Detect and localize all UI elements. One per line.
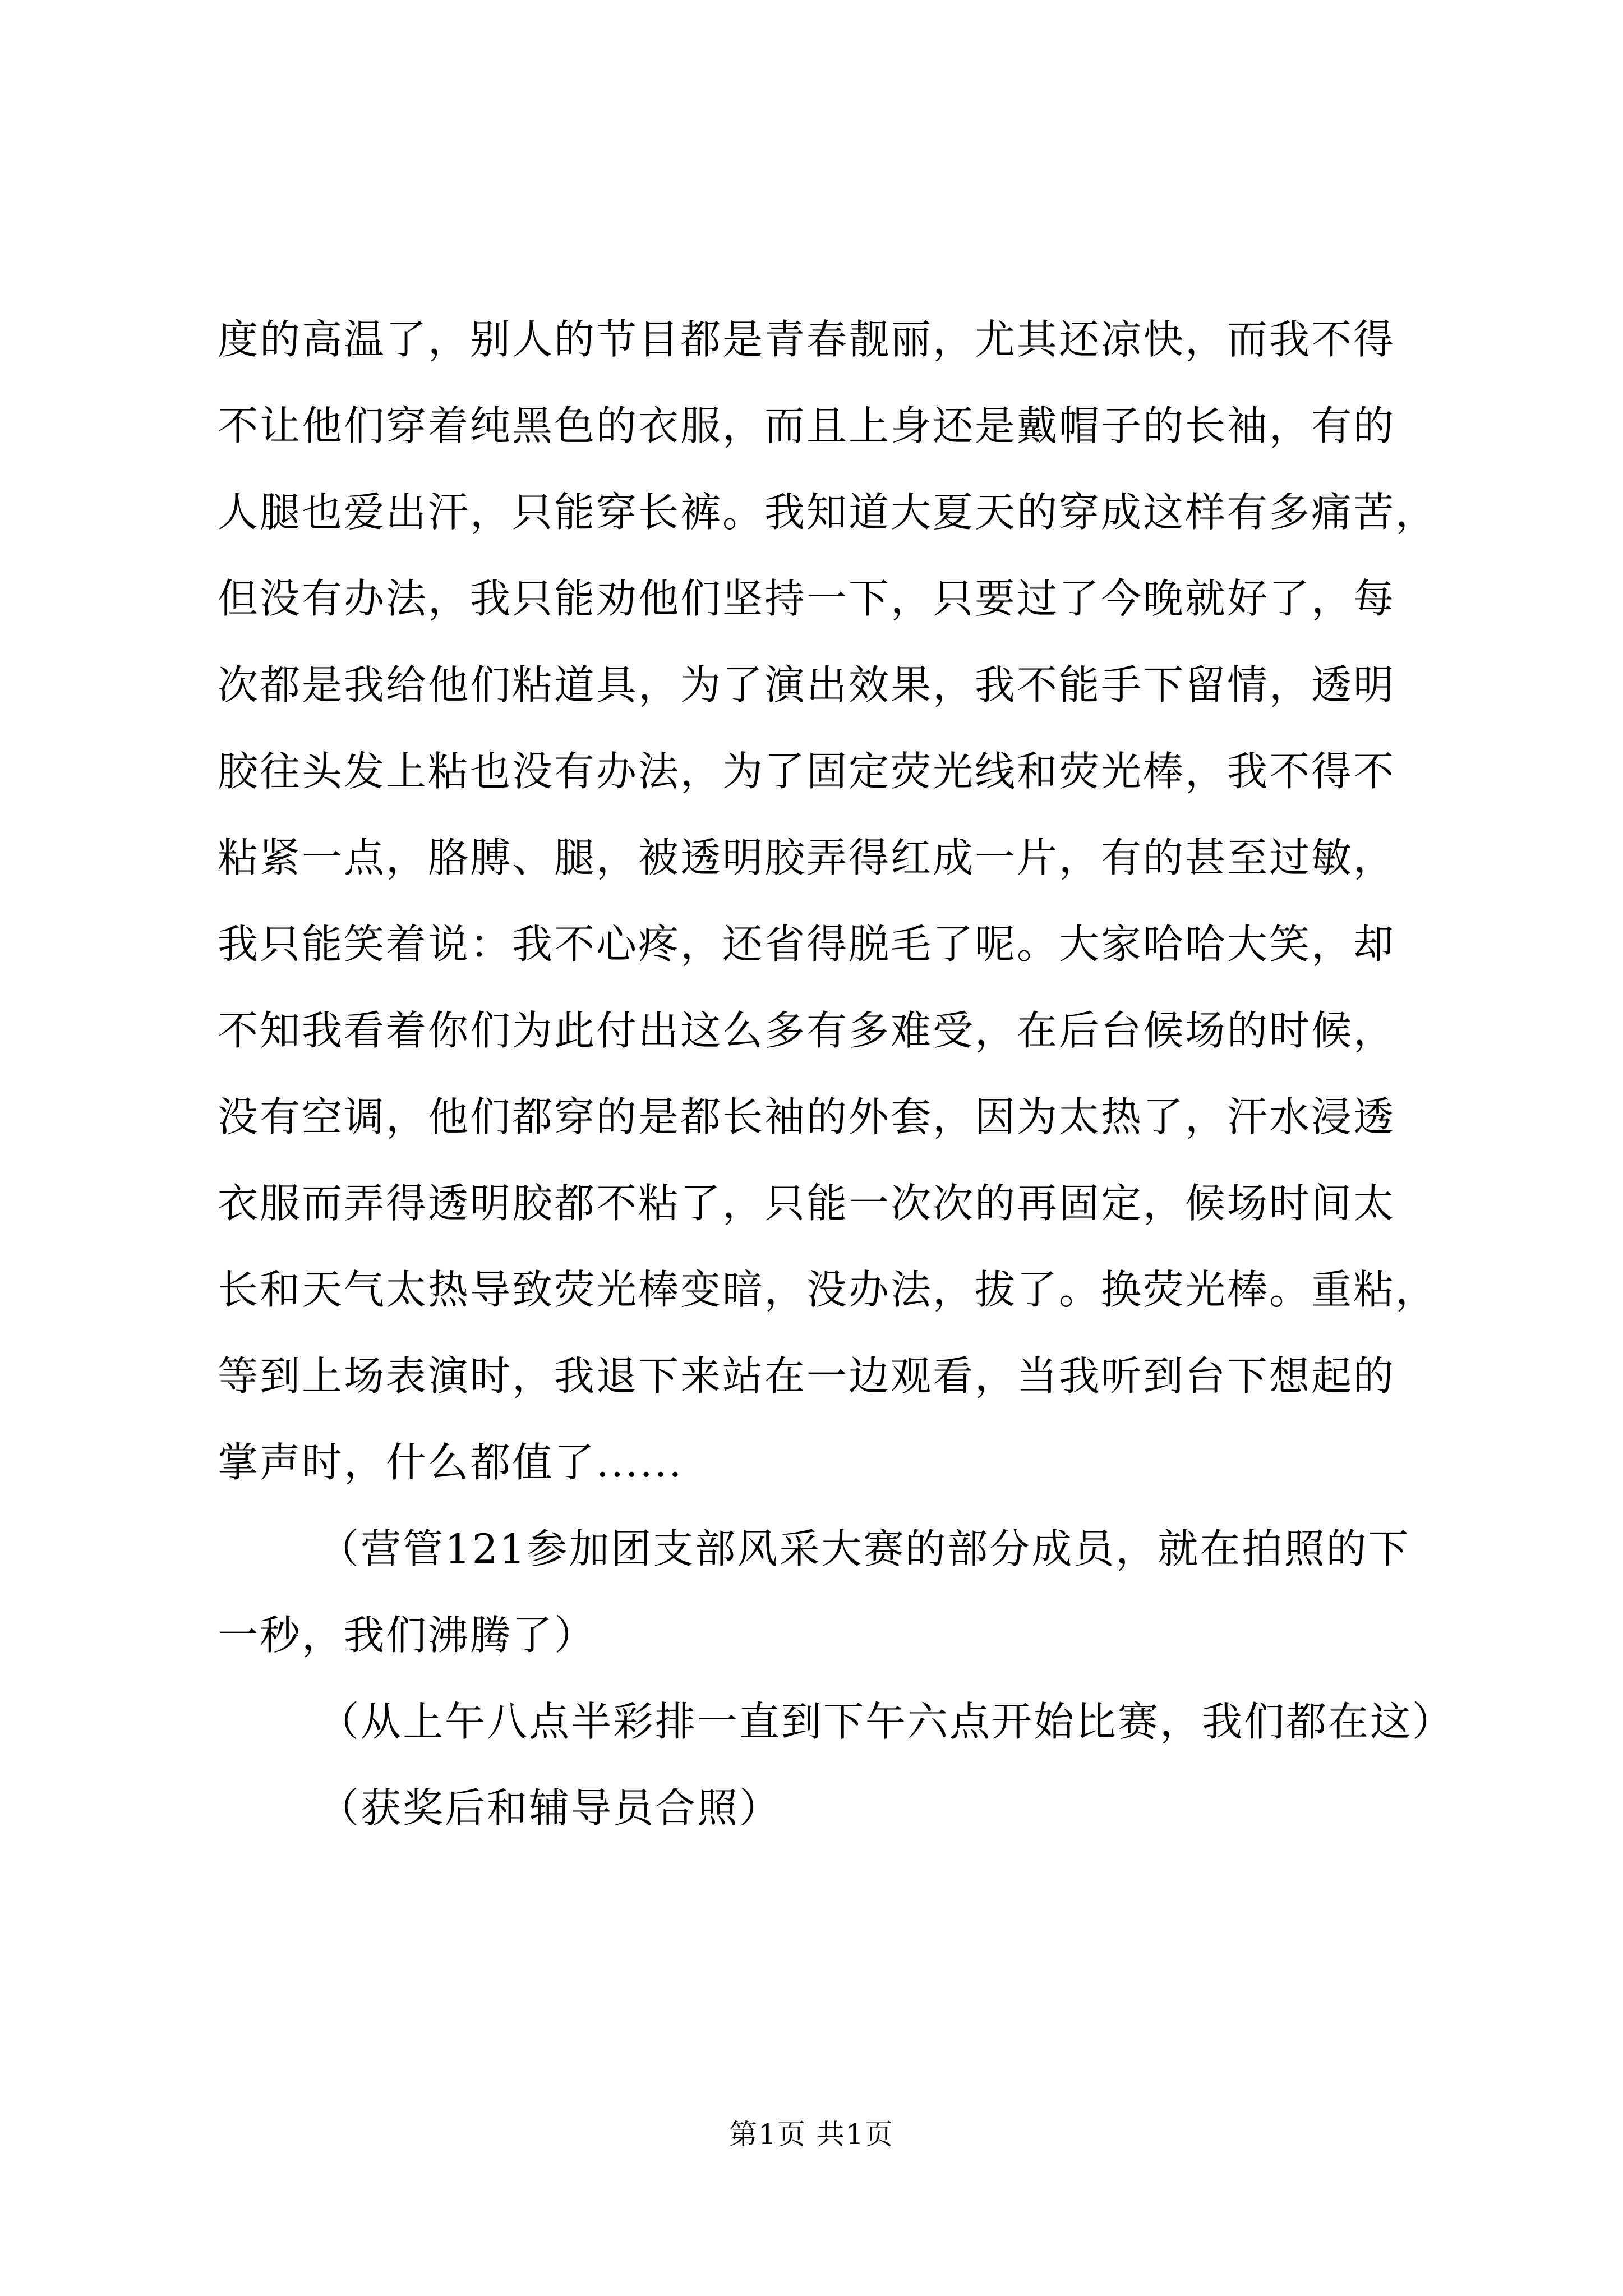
text-line: 次都是我给他们粘道具，为了演出效果，我不能手下留情，透明 bbox=[218, 661, 1396, 708]
caption-line: （从上午八点半彩排一直到下午六点开始比赛，我们都在这） bbox=[319, 1698, 1455, 1745]
text-line: 人腿也爱出汗，只能穿长裤。我知道大夏天的穿成这样有多痛苦， bbox=[218, 489, 1438, 536]
caption-line: （获奖后和辅导员合照） bbox=[319, 1784, 782, 1832]
body-text bbox=[218, 296, 1455, 1851]
text-line: 不知我看着你们为此付出这么多有多难受，在后台候场的时候， bbox=[218, 1007, 1396, 1054]
text-line: 衣服而弄得透明胶都不粘了，只能一次次的再固定，候场时间太 bbox=[218, 1180, 1396, 1227]
caption-line: （营管121参加团支部风采大赛的部分成员，就在拍照的下 bbox=[319, 1525, 1410, 1572]
text-line: 掌声时，什么都值了...... bbox=[218, 1439, 684, 1486]
text-line: 粘紧一点，胳膊、腿，被透明胶弄得红成一片，有的甚至过敏， bbox=[218, 834, 1396, 881]
page-number-footer: 第1页 共1页 bbox=[729, 2118, 894, 2151]
caption-line: 一秒，我们沸腾了） bbox=[218, 1612, 597, 1659]
text-line: 但没有办法，我只能劝他们坚持一下，只要过了今晚就好了，每 bbox=[218, 575, 1396, 622]
text-line: 度的高温了，别人的节目都是青春靓丽，尤其还凉快，而我不得 bbox=[218, 316, 1396, 363]
text-line: 等到上场表演时，我退下来站在一边观看，当我听到台下想起的 bbox=[218, 1352, 1396, 1400]
text-line: 胶往头发上粘也没有办法，为了固定荧光线和荧光棒，我不得不 bbox=[218, 748, 1396, 795]
text-line: 我只能笑着说：我不心疼，还省得脱毛了呢。大家哈哈大笑，却 bbox=[218, 921, 1396, 968]
text-line: 没有空调，他们都穿的是都长袖的外套，因为太热了，汗水浸透 bbox=[218, 1093, 1396, 1140]
text-line: 长和天气太热导致荧光棒变暗，没办法，拔了。换荧光棒。重粘， bbox=[218, 1266, 1438, 1313]
text-line: 不让他们穿着纯黑色的衣服，而且上身还是戴帽子的长袖，有的 bbox=[218, 402, 1396, 449]
